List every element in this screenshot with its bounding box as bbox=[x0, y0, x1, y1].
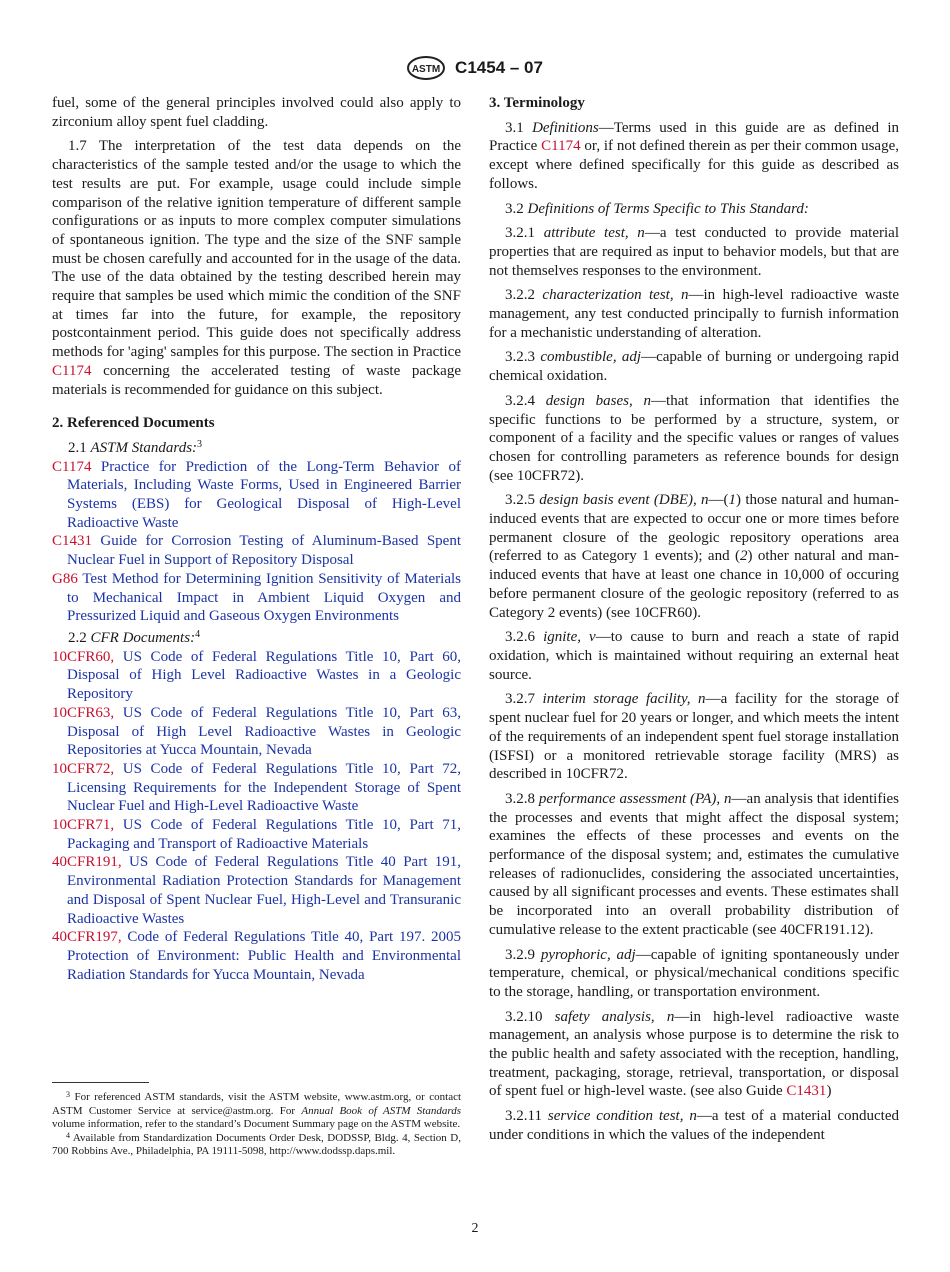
reference-item[interactable] bbox=[52, 532, 461, 569]
definition-term: combustible, adj bbox=[540, 349, 642, 366]
astm-logo-icon bbox=[407, 56, 445, 80]
page-header bbox=[0, 56, 950, 84]
section-3-title: 3. Terminology bbox=[489, 95, 585, 111]
definition-3-2-10: 3.2.10 safety analysis, n—in high-level radioactive waste management, an analysis whose purpose is to determine the risk to the public health and safety associated with the reception, handling, treatment, packaging, storage, retrieval, transportation, or disposal of spent fuel or high-level waste. (see also Guide C1431) bbox=[489, 1008, 900, 1100]
definition-item: 3.2.7 interim storage facility, n—a facility for the storage of spent nuclear fuel for 20 years or longer, and which meets the intent of the requirements of an independent spent fuel storage installation (ISFSI) or a monitored retrievable storage facility (MRS) as described in 10CFR72. bbox=[489, 691, 900, 783]
definition-3-2-5: 3.2.5 design basis event (DBE), n—(1) those natural and human-induced events that are expected to occur one or more times before permanent closure of the geologic repository operations area (referred to as Category 1 events); and (2) other natural and man-induced events that have at least one chance in 10,000 of occuring before permanent closure of the geologic repository (referred to as Category 2 events) (see 10CFR60). bbox=[489, 492, 899, 621]
doc-code: C1454 – 07 bbox=[455, 58, 543, 77]
footnote-3: $^3$ For referenced ASTM standards, visit the ASTM website, www.astm.org, or contact ASTM Customer Service at service@astm.org. For Annual Book of ASTM Standards volume information, refer to the standard’s Document Summary page on the ASTM website. bbox=[52, 1090, 462, 1131]
definition-item: 3.2.4 design bases, n—that information that identifies the specific functions to be performed by a structure, system, or component of a facility and the specific values or ranges of values chosen for controlling parameters as reference bounds for design (see 10CFR72). bbox=[489, 392, 900, 484]
subsection-2-2: 2.2 CFR Documents:$^4$ bbox=[68, 628, 201, 646]
definition-item: 3.2.9 pyrophoric, adj—capable of igniting spontaneously under temperature, chemical, or physical/mechanical conditions specific to the storage, handling, or transportation environment. bbox=[489, 946, 899, 1000]
definition-3-2: 3.2 Definitions of Terms Specific to This Standard: bbox=[505, 200, 809, 217]
reference-item[interactable] bbox=[52, 704, 461, 760]
reference-title[interactable]: US Code of Federal Regulations Title 10, Part 60, Disposal of High Level Radioactive Wastes in a Geologic Repository bbox=[67, 648, 461, 703]
reference-title[interactable]: US Code of Federal Regulations Title 10, Part 63, Disposal of High Level Radioactive Wastes in Geologic Repositories at Yucca Mountain, Nevada bbox=[67, 704, 461, 759]
definition-list-b bbox=[489, 628, 899, 1001]
cfr-reference-list bbox=[52, 648, 461, 985]
reference-title[interactable]: US Code of Federal Regulations Title 10, Part 72, Licensing Requirements for the Independent Storage of Spent Nuclear Fuel and High-Level Radioactive Waste bbox=[67, 760, 461, 815]
page-number: 2 bbox=[471, 1221, 479, 1236]
reference-id[interactable]: 40CFR191, bbox=[52, 854, 122, 871]
svg-text:ASTM: ASTM bbox=[411, 64, 441, 75]
reference-title[interactable]: US Code of Federal Regulations Title 10, Part 71, Packaging and Transport of Radioactive Materials bbox=[67, 817, 461, 852]
footnotes bbox=[52, 1082, 461, 1159]
definition-item: 3.2.1 attribute test, n—a test conducted to provide material properties that are required as input to behavior models, but that are not themselves responses to the environment. bbox=[489, 225, 899, 279]
paragraph-continued: fuel, some of the general principles involved could also apply to zirconium alloy spent fuel cladding. bbox=[52, 95, 461, 130]
reference-title[interactable]: Test Method for Determining Ignition Sensitivity of Materials to Mechanical Impact in Ambient Liquid Oxygen and Pressurized Liquid and Gaseous Oxygen Environments bbox=[67, 570, 461, 625]
definition-term: ignite, v bbox=[543, 629, 596, 646]
astm-reference-list bbox=[52, 458, 461, 626]
reference-title[interactable]: Guide for Corrosion Testing of Aluminum-Based Spent Nuclear Fuel in Support of Repository Disposal bbox=[67, 533, 462, 569]
paragraph-1-7: 1.7 The interpretation of the test data depends on the characteristics of the sample tested and/or the usage to which the test results are put. For example, usage could include simple comparison of the relative ignition temperature of different sample configurations or as inputs to more complex computer simulations of spontaneous ignition. The type and the size of the SNF sample must be chosen carefully and accounted for in the usage of the data. The use of the data obtained by the testing described herein may require that samples be used which mimic the condition of the SNF at times far into the future, for example, the repository postcontainment period. This guide does not specifically address methods for 'aging' samples for this purpose. The section in Practice C1174 concerning the accelerated testing of waste package materials is recommended for guidance on this subject. bbox=[52, 138, 461, 398]
definition-term: characterization test, n bbox=[542, 287, 689, 304]
definition-item: 3.2.8 performance assessment (PA), n—an analysis that identifies the processes and events that might affect the disposal system; examines the effects of these processes and events on the performance of the disposal system; and, estimates the cumulative releases of radionuclides, considering the associated uncertainties, caused by all significant processes and events. These estimates shall be incorporated into an overall probability distribution of cumulative release to the extent practicable (see 40CFR191.12). bbox=[489, 790, 900, 938]
reference-id[interactable]: C1174 bbox=[52, 458, 92, 475]
subsection-2-1: 2.1 ASTM Standards:$^3$ bbox=[68, 438, 203, 456]
reference-id[interactable]: 10CFR60, bbox=[52, 648, 115, 665]
reference-id[interactable]: 10CFR63, bbox=[52, 704, 115, 721]
reference-title[interactable]: Practice for Prediction of the Long-Term Behavior of Materials, Including Waste Forms, Used in Engineered Barrier Systems (EBS) for Geological Disposal of High-Level Radioactive Waste bbox=[67, 458, 462, 531]
definition-item: 3.2.6 ignite, v—to cause to burn and reach a state of rapid oxidation, which is maintained without requiring an external heat source. bbox=[489, 629, 899, 683]
right-column bbox=[489, 94, 899, 1145]
definition-term: pyrophoric, adj bbox=[540, 946, 636, 963]
footnote-rule bbox=[52, 1082, 149, 1083]
definition-3-1: 3.1 Definitions—Terms used in this guide are as defined in Practice C1174 or, if not defined therein as per their common usage, except where defined specifically for this guide as described as follows. bbox=[489, 119, 900, 192]
definition-term: attribute test, n bbox=[543, 225, 645, 242]
reference-id[interactable]: C1431 bbox=[52, 533, 93, 550]
footnote-4: $^4$ Available from Standardization Documents Order Desk, DODSSP, Bldg. 4, Section D, 700 Robbins Ave., Philadelphia, PA 19111-5098, http://www.dodssp.daps.mil. bbox=[52, 1130, 461, 1158]
section-2-title: 2. Referenced Documents bbox=[52, 415, 215, 432]
reference-item[interactable] bbox=[52, 853, 461, 928]
reference-id[interactable]: 10CFR71, bbox=[52, 817, 115, 834]
link-c1174[interactable]: C1174 bbox=[52, 362, 92, 379]
definition-item: 3.2.2 characterization test, n—in high-level radioactive waste management, any test conducted principally to furnish information for a mechanistic understanding of alteration. bbox=[489, 287, 900, 341]
reference-id[interactable]: 40CFR197, bbox=[52, 929, 122, 946]
reference-item[interactable] bbox=[52, 760, 461, 816]
reference-id[interactable]: G86 bbox=[52, 570, 78, 587]
definition-term: design bases, n bbox=[545, 392, 652, 409]
reference-item[interactable] bbox=[52, 570, 461, 626]
link-c1174[interactable]: C1174 bbox=[541, 138, 581, 155]
definition-term: performance assessment (PA), n bbox=[538, 790, 732, 807]
reference-item[interactable] bbox=[52, 458, 461, 533]
definition-term: interim storage facility, n bbox=[542, 691, 706, 708]
reference-item[interactable] bbox=[52, 928, 461, 984]
definition-3-2-11: 3.2.11 service condition test, n—a test of a material conducted under conditions in which the values of the independent bbox=[489, 1108, 899, 1143]
left-column bbox=[52, 94, 461, 984]
definition-list-a bbox=[489, 224, 899, 485]
reference-title[interactable]: US Code of Federal Regulations Title 40 Part 191, Environmental Radiation Protection Standards for Management and Disposal of Spent Nuclear Fuel, High-Level and Transuranic Radioactive Wastes bbox=[67, 854, 461, 927]
reference-item[interactable] bbox=[52, 816, 461, 853]
definition-item: 3.2.3 combustible, adj—capable of burning or undergoing rapid chemical oxidation. bbox=[489, 349, 900, 385]
reference-id[interactable]: 10CFR72, bbox=[52, 760, 115, 777]
reference-item[interactable] bbox=[52, 648, 461, 704]
link-c1431[interactable]: C1431 bbox=[786, 1083, 827, 1100]
reference-title[interactable]: Code of Federal Regulations Title 40, Part 197. 2005 Protection of Environment: Public Health and Environmental Radiation Standards for Yucca Mountain, Nevada bbox=[67, 929, 462, 983]
